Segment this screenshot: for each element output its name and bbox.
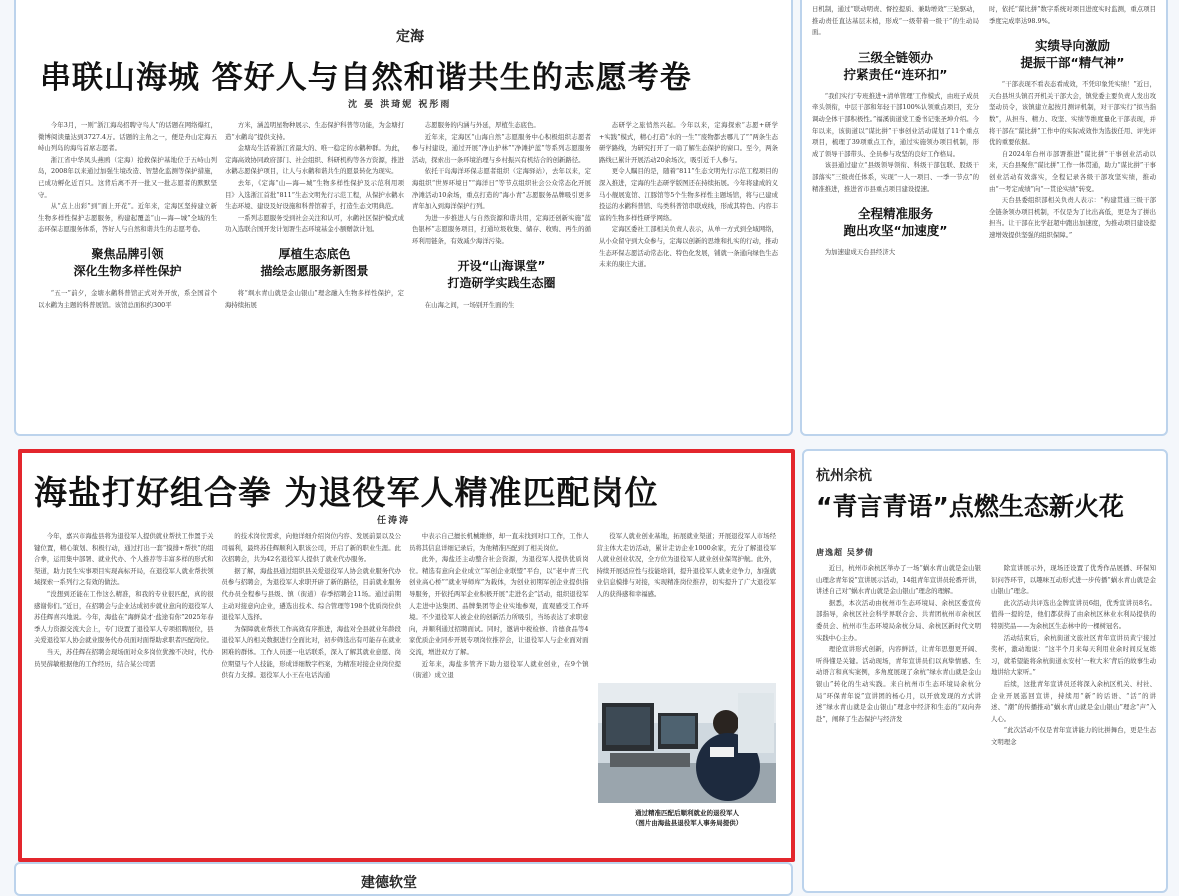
article-byline: 唐逸超 吴梦倩 <box>816 548 874 557</box>
paragraph: “我们实行‘专班推进+清单管理’工作模式，由班子成员牵头领衔，中层干部和年轻干部100%认领重点项目，充分调动全体干部积极性。”福溪街道党工委书记张圣坤介绍。今年以来，该街道以“谋比拼”干事创业活动谋划了11个重点项目，梳理了39项重点工作，通过实施领办项目机制，形成了领导干部带头、全员参与攻坚的良好工作格局。 <box>812 91 979 158</box>
paragraph: 的技术岗位需求，向他详细介绍岗位内容、发展前景以及公司福利，最终苏佳辉顺利入职该公司，开启了新的职业生涯。此次招聘会，共为42名退役军人提供了就业代办服务。 <box>221 532 401 564</box>
article-byline: 沈 晏 洪琦妮 祝彤雨 <box>348 100 452 110</box>
paragraph: 定海区委社工部相关负责人表示，从单一方式到全域网络，从小众留守到大众参与，定海以创新的思维和扎实的行动，推动生态环保志愿活动常态化、特色化发展，铺就一条通向绿色生态未来的康庄大道。 <box>599 225 778 269</box>
paragraph: 役军人就业创业基地，拓展就业渠道；开展退役军人市场经营主体大走访活动，累计走访企业1000余家，充分了解退役军人就业创业状况，全方位为退役军人就业创业保驾护航。此外，持续开展适应性与技能培训，提升退役军人就业竞争力，加强就业信息模排与对接，实现精准岗位推荐，切实提升了广大退役军人的获得感和幸福感。 <box>596 532 776 598</box>
paragraph: 近日，杭州市余杭区举办了一场“蜗水青山就是金山银山理念青年说”宣讲展示活动，14组青年宣讲员轮番开讲，讲述自己对“蜗水青山就是金山银山”理念的理解。 <box>816 564 981 596</box>
paragraph: 据了解，海盐县通过组织县关爱退役军人协会就业服务代办员参与招聘会，为退役军人求职开辟了新的路径，目前就业服务代办员全程参与县级、镇（街道）春季招聘会11场。通过前期主动对接意向企业，遴选出技术、综合管理等198个优质岗位供退役军人选择。 <box>221 566 401 622</box>
paragraph: 去年，《定海“山—海—城”生物多样性保护及示范利用项目》入选浙江首批“811”生态文明先行示范工程，从保护水鹳水生态环境、建设及好设施和科普馆着手，打造生态文明典范。 <box>225 178 404 211</box>
article-body <box>812 4 1156 434</box>
section-subheading: 实绩导向激励 提振干部“精气神” <box>1020 38 1125 71</box>
paragraph: 活动结束后，余杭街道文旅社区青年宣讲员黄宁接过奖杯，激动地说：“这半个月来每天利用业余时间反复练习，就希望能将余杭街道永安村‘一粒大米’背后的故事生动地讲给大家听。” <box>991 633 1156 677</box>
paragraph: 该县通过建立“县级领导领衔、科级干部包联、股级干部落实”三级责任体系，实现“一人一项目、一季一节点”的精准推进，推进省市县重点项目建设提速。 <box>812 161 979 193</box>
paragraph: “没想到还能在工作这么精准，和我的专业很匹配，真的很感谢你们。”近日，在招聘会与企业达成初步就业意向的退役军人苏佳辉喜兴地说。今年，海盐在“海鲜莫才·盐途有你”2025年春季人力资源交流大会上，专门设置了退役军人专项招聘展位，县关爱退役军人协会就业服务代办员面对面帮助求职者匹配岗位。 <box>34 589 214 645</box>
paragraph: 自2024年台州市部署推进“谋比拼”干事创业活动以来，天台县聚焦“谋比拼”工作一体贯通，助力“谋比拼”干事创业活动有效落实，全程记录各级干部攻坚实绩，推动由“一考定成绩”向“一贯论实绩”转变。 <box>989 149 1156 193</box>
article-column <box>816 563 981 888</box>
paragraph: 天台县委组织部相关负责人表示：“构建贯通三级干部全链条领办项目机制，不仅是为了比出高低，更是为了拼出担当。让干部在比学赶超中跑出加速度，为推动项目建设提速增效提供坚强的组织保障。” <box>989 196 1156 239</box>
section-subheading: 开设“山海课堂” 打造研学实践生态圈 <box>447 258 556 290</box>
paragraph: 依托干岛海洋环保志愿者组织（定海驿站），去年以来，定海组织“世界环境日”“海洋日”等节点组织社会公众常态化开展净滩活动10余场，重点打造的“海小青”志愿服务品牌吸引更多青年加入到海洋保护行列。 <box>412 167 591 211</box>
paragraph: 日机制，通过“联动明责、督控提质、兼助增效”三轮驱动，推动责任直达基层末梢，形成“一级带着一级干”的生动局面。 <box>812 5 979 37</box>
paragraph: 浙江省中华凤头燕鸥（定海）抢救保护基地位于五峙山列岛，2008年以来通过加强生境改造、智慧化监测等保护措施，已成功孵化近百只。这背后离不开一批又一批志愿者的默默坚守。 <box>38 155 217 199</box>
paragraph: 将“飒水青山就是金山银山”理念融入生物多样性保护，定海持续拓展 <box>225 288 404 309</box>
article-headline: “青言青语”点燃生态新火花 <box>816 492 1124 521</box>
paragraph: “五一”前夕，金塘水鹳科普馆正式对外开放，系全国首个以水鹳为主题的科普展馆。该馆总面积约300平 <box>38 288 217 309</box>
article-column <box>599 120 778 436</box>
paragraph: 态研学之旅悄然兴起。今年以来，定海探索“志愿+研学+实践”模式，精心打造“水的一生”“废物都去哪儿了”“两条生态研学路线，为研究打开了一扇了解生态保护的窗口。至今，两条路线已累计开展活动20余场次，吸引近千人参与。 <box>599 121 778 164</box>
article-dinghai <box>14 0 793 436</box>
article-column <box>38 120 217 436</box>
photo-illustration <box>598 683 776 803</box>
paragraph: 在山海之间，一场别开生面的生 <box>424 300 515 309</box>
paragraph: 今年3月，一则“浙江海岛招聘守鸟人”的话题在网络爆红，微博阅读量达到3727.4万。话题的主角之一，便是舟山定海五峙山列岛的海鸟首席志愿者。 <box>38 121 217 153</box>
paragraph: 此外，海盐还主动整合社会资源，为退役军人提供优质岗位。精选有意向企业成立“军创企业联盟”平台，以“老中青三代创业高心桥”“就业导师库”为载体，为创业初期军创企业提供指导服务，开依托两军企业积极开展“走进名企”活动，组织退役军人走进中达集团、品牌集团等企业实地参观，直观感受工作环境。不少退役军人被企业的创新活力所吸引，当场表达了求职意向，并顺利通过招聘面试。同时，邀请中税检修、肯德食品等4家优质企业同步开展专项岗位推荐会，让退役军人与企业面对面交流，增进双方了解。 <box>409 555 589 656</box>
article-photo <box>598 683 776 803</box>
paragraph: “此次活动不仅是青年宣讲能力的比拼舞台，更是生态文明理念 <box>991 726 1156 746</box>
article-column <box>989 4 1156 434</box>
paragraph: 近年来，定海区“山海自然”志愿服务中心积极组织志愿者参与村建设，通过开展“净山护林”“净滩护蓝”等系列志愿服务活动，探索出一条环境治理与乡村振兴有机结合的创新路径。 <box>412 132 591 164</box>
paragraph: “干部表现不看表态看成效，不凭印象凭实绩！”近日，天台县坦头镇召开机关干部大会，镇党委主要负责人发出攻坚动员令，该镇建立起按月测评机制，对干部实行“拟当指数”，从担当、精力、攻坚、实绩等维度量化干部表现，并将干部在“谋比拼”工作中的实际成效作为选拔任用、评先评优的重要依据。 <box>989 80 1156 147</box>
photo-caption: 通过精准匹配后顺利就业的退役军人 （图片由海盐县退役军人事务局提供） <box>631 809 743 827</box>
article-column <box>222 531 402 853</box>
article-column <box>412 120 591 436</box>
paragraph: 为加速建成天台县经济大 <box>824 248 896 257</box>
paragraph: 此次活动共评选出金牌宣讲员6组，优秀宣讲员8名。值得一提的是，他们都获得了由余杭区林业水利局提供的特别奖品——为余杭区生态林中的一棵树冠名。 <box>991 598 1156 630</box>
article-headline: 建德软堂 <box>361 875 417 891</box>
article-column <box>991 563 1156 888</box>
article-body <box>816 563 1156 888</box>
paragraph: 方米，涵盖明星物种展示、生态保护科普等功能，为金塘打造“水鹳岛”提供支持。 <box>225 121 404 141</box>
article-column <box>225 120 404 436</box>
section-subheading: 厚植生态底色 描绘志愿服务新图景 <box>260 246 369 278</box>
section-subheading: 全程精准服务 跑出攻坚“加速度” <box>843 206 948 239</box>
paragraph: 中表示自己擅长机械维修，却一直未找到对口工作，工作人员将其信息详细记录后，为他精准匹配到了相关岗位。 <box>409 532 589 552</box>
article-headline: 串联山海城 答好人与自然和谐共生的志愿考卷 <box>40 60 692 96</box>
article-jiande-teaser <box>14 862 793 896</box>
paragraph: 时，依托“谋比拼”数字系统对项目进度实时监测，重点项目季度完成率达98.9%。 <box>989 5 1156 25</box>
paragraph: 近年来，海盐多管齐下助力退役军人就业创业，在9个镇（街道）成立退 <box>409 659 589 680</box>
article-yuhang <box>802 449 1168 893</box>
article-column <box>409 531 589 853</box>
article-tiantai <box>800 0 1168 436</box>
paragraph: 为保障就业帮扶工作高效有序推进，海盐对全县就业年龄段退役军人的相关数据进行全面比对，初步筛选出有可能存在就业困难的群体。工作人员逐一电话联系，深入了解其就业意愿、岗位期望与个人技能，形成详细数字档案，为精准对接企业岗位提供有力支撑。退役军人小王在电话沟通 <box>221 624 401 680</box>
article-headline: 海盐打好组合拳 为退役军人精准匹配岗位 <box>34 473 659 512</box>
section-subheading: 聚焦品牌引领 深化生物多样性保护 <box>73 246 182 278</box>
paragraph: 从“点上出彩”到“面上开花”。近年来，定海区坚持建立新生物多样性保护志愿服务，构建起覆盖“山—海—城”全域的生态环保志愿服务体系，答好人与自然和谐共生的志愿考卷。 <box>38 202 217 234</box>
article-column <box>34 531 214 853</box>
section-subheading: 三级全链领办 拧紧责任“连环扣” <box>843 49 948 82</box>
article-body <box>38 120 778 436</box>
paragraph: 金塘岛生活着浙江省最大的、唯一稳定的水鹳种群。为此，定海高效协同政府部门、社会组织、科研机构等各方资源，推进水鹳志愿保护项目，让人与水鹳和谐共生的愿景转化为现实。 <box>225 144 404 176</box>
article-kicker: 杭州余杭 <box>816 468 872 484</box>
paragraph: 今年，嘉兴市海盐县将为退役军人提供就业帮扶工作置于关键位置，精心策划、积极行动，通过打出一套“摸排+帮扶”的组合拳，运用集中部署、就业代办、个人推荐等丰富多样的形式和渠道，助力民生实事项目实现高标开局，在退役军人就业帮扶领域探索一系列行之有效的做法。 <box>34 532 214 587</box>
paragraph: 除宣讲展示外，现场还设置了优秀作品展播、环保知识问答环节，以趣味互动形式进一步传播“蜗水青山就是金山银山”理念。 <box>991 564 1156 596</box>
article-column <box>812 4 979 434</box>
paragraph: 据悉，本次活动由杭州市生态环境局、余杭区委宣传部指导，余杭区社会科学界联合会、共青团杭州市余杭区委员会、杭州市生态环境局余杭分局、余杭区新时代文明实践中心主办。 <box>816 598 981 642</box>
paragraph: 后续，这批青年宣讲员还将深入余杭区机关、村社、企业开展巡回宣讲，持续用“新”的话语、“活”的讲述、“潮”的传播推动“蜗水青山就是金山银山”理念“声”入人心。 <box>991 679 1156 723</box>
article-haiyan-highlighted <box>18 449 795 862</box>
paragraph: 当天，苏佳辉在招聘会现场面对众多岗位犹豫不决时，代办员吴薛敏根据他的工作经历，结合某公司需 <box>34 647 214 668</box>
article-kicker: 定海 <box>396 29 424 45</box>
paragraph: 志愿服务的内涵与外延，厚植生态底色。 <box>424 121 540 129</box>
paragraph: 更令人瞩目的是，随着“811”生态文明先行示范工程项目的深入推进，定海的生态研学版图还在持续拓展。今年将建成的义马小舰展览馆、江豚馆等5个生物多样性主题场馆，将与已建成投运的水鹳科普馆、鸟类科普馆串联成线，形成其特色、内容丰富的生物多样性研学网络。 <box>599 167 778 222</box>
article-byline: 任涛涛 <box>377 516 411 526</box>
paragraph: 为进一步推进人与自然资源和谐共用，定海还创新实施“蓝色银杯”志愿服务项目，打通垃圾收集、储存、收购、再生的循环利用链条，有效减少海洋污染。 <box>412 213 591 245</box>
paragraph: 一系列志愿服务受到社会关注和认可，水鹳社区保护模式成功入选联合国开发计划署生态环境基金小额赠款计划。 <box>225 213 404 234</box>
paragraph: 理论宣讲形式创新，内容鲜活，让青年思想更开阔、听得懂是关键。活动现场，青年宣讲员们以真挚情感、生动语言和真实案例，多角度展现了余杭“绿水青山就是金山银山”转化的生动实践。来自杭州市生态环境局余杭分局“环保青年说”宣讲团的杨心月，以开放发现的方式讲述“绿水青山就是金山银山”理念中经济和生态的“双向奔赴”，阐释了生态保护与经济发 <box>816 645 981 723</box>
